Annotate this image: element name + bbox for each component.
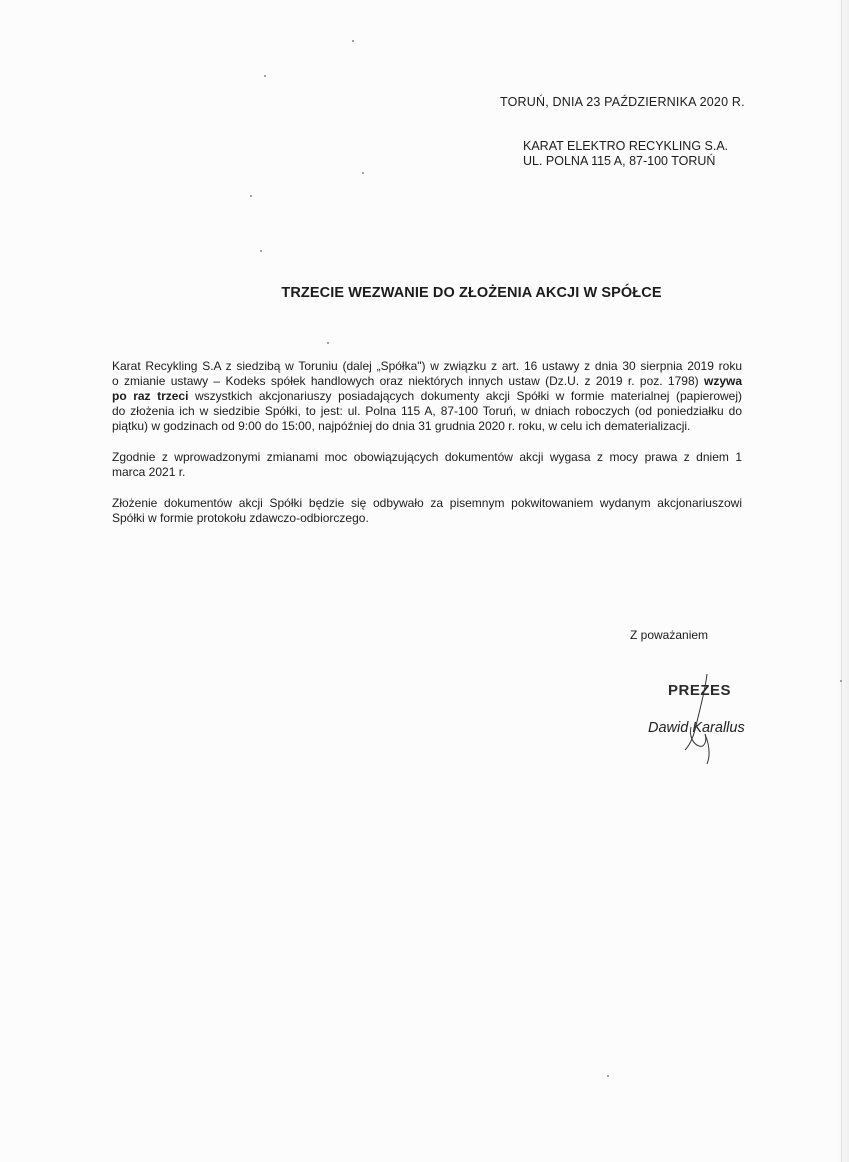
- scan-speck: [327, 342, 329, 344]
- text-line: [112, 389, 742, 404]
- addressee-address: UL. POLNA 115 A, 87-100 TORUŃ: [523, 154, 716, 168]
- addressee-company: KARAT ELEKTRO RECYKLING S.A.: [523, 139, 729, 153]
- signatory-name: Dawid Karallus: [648, 720, 745, 736]
- text-line: marca 2021 r.: [112, 465, 186, 479]
- paragraph-summons: [112, 359, 742, 434]
- scan-speck: [352, 40, 354, 42]
- scan-speck: [264, 75, 266, 77]
- bold-fragment: wzywa: [703, 374, 742, 388]
- text-line: [112, 374, 742, 389]
- scan-speck: [840, 680, 842, 682]
- text-line: Złożenie dokumentów akcji Spółki będzie się odbywało za pisemnym pokwitowaniem wydanym akcjonariuszowi: [112, 496, 742, 510]
- addressee-block: [523, 139, 728, 169]
- text-fragment: o zmianie ustawy – Kodeks spółek handlowych oraz niektórych innych ustaw (Dz.U. z 2019 r. poz. 1798): [112, 374, 704, 388]
- paragraph-expiry: [112, 450, 742, 480]
- scan-edge-shadow: [837, 0, 849, 1162]
- place-and-date: TORUŃ, DNIA 23 PAŹDZIERNIKA 2020 R.: [500, 95, 745, 109]
- text-line: Karat Recykling S.A z siedzibą w Toruniu (dalej „Spółka") w związku z art. 16 ustawy z dnia 30 sierpnia 2019 roku: [112, 359, 742, 373]
- paragraph-submission: [112, 496, 742, 526]
- scan-edge-line: [841, 0, 842, 1162]
- scan-speck: [362, 172, 364, 174]
- text-line: piątku) w godzinach od 9:00 do 15:00, najpóźniej do dnia 31 grudnia 2020 r. roku, w celu ich dematerializacji.: [112, 419, 691, 433]
- scan-speck: [260, 250, 262, 252]
- scan-speck: [250, 195, 252, 197]
- scan-speck: [607, 1075, 609, 1077]
- document-body: [112, 359, 742, 542]
- bold-fragment: po raz trzeci: [112, 389, 189, 403]
- text-line: Zgodnie z wprowadzonymi zmianami moc obowiązujących dokumentów akcji wygasa z mocy prawa z dniem 1: [112, 450, 742, 464]
- closing-salutation: Z poważaniem: [630, 628, 709, 642]
- text-line: Spółki w formie protokołu zdawczo-odbiorczego.: [112, 511, 369, 525]
- text-fragment: wszystkich akcjonariuszy posiadających dokumenty akcji Spółki w formie materialnej (papierowej): [188, 389, 742, 403]
- handwritten-signature: [655, 672, 735, 767]
- document-title: TRZECIE WEZWANIE DO ZŁOŻENIA AKCJI W SPÓŁCE: [281, 285, 662, 301]
- text-line: do złożenia ich w siedzibie Spółki, to jest: ul. Polna 115 A, 87-100 Toruń, w dniach roboczych (od poniedziałku do: [112, 404, 742, 418]
- signatory-role: PREZES: [668, 682, 732, 699]
